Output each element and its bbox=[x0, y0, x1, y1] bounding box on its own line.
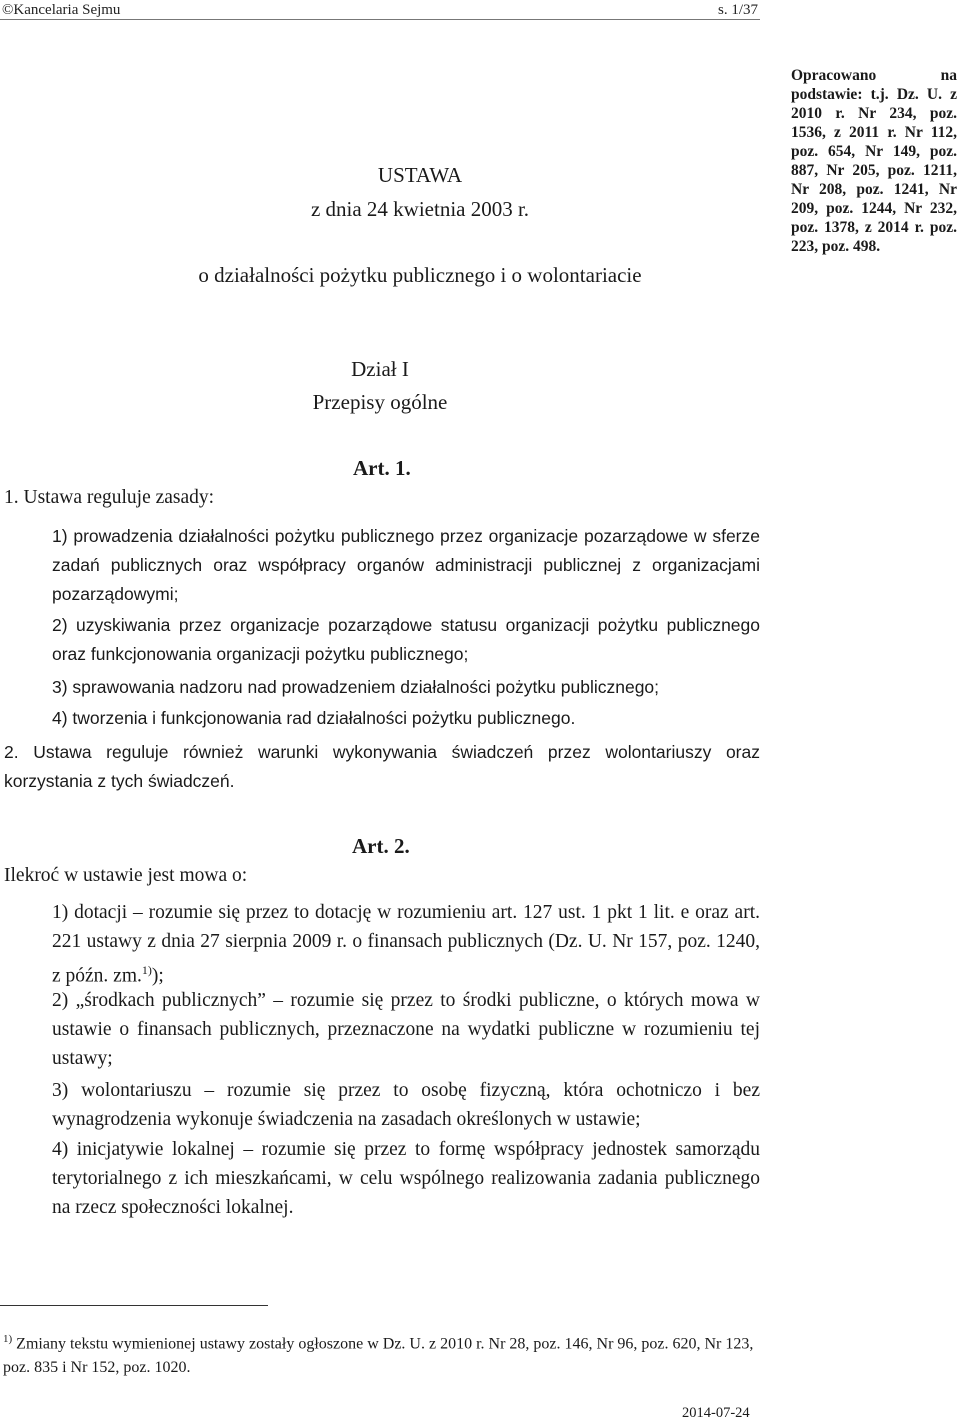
page-header bbox=[0, 0, 960, 20]
document-date: 2014-07-24 bbox=[682, 1405, 750, 1421]
footnote-reference: 1) bbox=[141, 963, 152, 977]
article-1-item-4: 4) tworzenia i funkcjonowania rad działalności pożytku publicznego. bbox=[52, 708, 576, 728]
article-1-item-3: 3) sprawowania nadzoru nad prowadzeniem działalności pożytku publicznego; bbox=[52, 677, 660, 697]
article-2-label: Art. 2. bbox=[352, 834, 410, 858]
article-1-item-1: 1) prowadzenia działalności pożytku publicznego przez organizacje pozarządowe w sferze zadań publicznych oraz współpracy organów administracji publicznej z organizacjami pozarządowymi; bbox=[52, 526, 760, 604]
act-type: USTAWA bbox=[377, 163, 463, 187]
article-2-intro: Ilekroć w ustawie jest mowa o: bbox=[4, 865, 248, 886]
page-number: s. 1/37 bbox=[717, 2, 758, 18]
article-2-item-4: 4) inicjatywie lokalnej – rozumie się przez to formę współpracy jednostek samorządu terytorialnego z ich mieszkańcami, w celu wspólnego realizowania zadania publicznego na rzecz społeczności lokalnej. bbox=[52, 1139, 760, 1218]
article-1-para-2-text: 2. Ustawa reguluje również warunki wykonywania świadczeń przez wolontariuszy oraz korzystania z tych świadczeń. bbox=[4, 742, 760, 791]
article-1-intro: 1. Ustawa reguluje zasady: bbox=[4, 487, 215, 508]
article-1-label: Art. 1. bbox=[353, 456, 411, 480]
publisher-label: ©Kancelaria Sejmu bbox=[2, 2, 121, 18]
article-1-item-2: 2) uzyskiwania przez organizacje pozarządowe statusu organizacji pożytku publicznego oraz funkcjonowania organizacji pożytku publicznego; bbox=[52, 615, 760, 664]
article-2-item-2: 2) „środkach publicznych” – rozumie się przez to środki publiczne, o których mowa w ustawie o finansach publicznych, przeznaczone na wydatki publiczne w rozumieniu tej ustawy; bbox=[52, 990, 760, 1069]
footnote-marker: 1) bbox=[3, 1333, 13, 1345]
footnote-text: Zmiany tekstu wymienionej ustawy zostały ogłoszone w Dz. U. z 2010 r. Nr 28, poz. 146, Nr 96, poz. 620, Nr 123, poz. 835 i Nr 152, poz. 1020. bbox=[3, 1335, 754, 1377]
article-1-para-2 bbox=[4, 738, 760, 796]
article-2-item-1-text: 1) dotacji – rozumie się przez to dotację w rozumieniu art. 127 ust. 1 pkt 1 lit. e oraz art. 221 ustawy z dnia 27 sierpnia 2009 r. o finansach publicznych (Dz. U. Nr 157, poz. 1240, z późn. zm. bbox=[52, 902, 760, 987]
section-subtitle: Przepisy ogólne bbox=[312, 390, 448, 414]
article-2-item-3: 3) wolontariuszu – rozumie się przez to osobę fizyczną, która ochotniczo i bez wynagrodzenia wykonuje świadczenia na zasadach określonych w ustawie; bbox=[52, 1080, 760, 1130]
article-2-item-1 bbox=[52, 898, 760, 991]
footnote bbox=[3, 1327, 760, 1380]
act-date: z dnia 24 kwietnia 2003 r. bbox=[310, 197, 530, 221]
source-note: Opracowano na podstawie: t.j. Dz. U. z 2010 r. Nr 234, poz. 1536, z 2011 r. Nr 112, poz. 654, Nr 149, poz. 887, Nr 205, poz. 1211, Nr 208, poz. 1241, Nr 209, poz. 1244, Nr 232, poz. 1378, z 2014 r. poz. 223, poz. 498. bbox=[791, 67, 957, 255]
footnote-divider bbox=[0, 1305, 268, 1306]
header-divider bbox=[0, 19, 760, 20]
article-2-item-1-tail: ); bbox=[151, 965, 164, 987]
section-title: Dział I bbox=[351, 357, 409, 381]
act-title: o działalności pożytku publicznego i o wolontariacie bbox=[198, 263, 642, 287]
